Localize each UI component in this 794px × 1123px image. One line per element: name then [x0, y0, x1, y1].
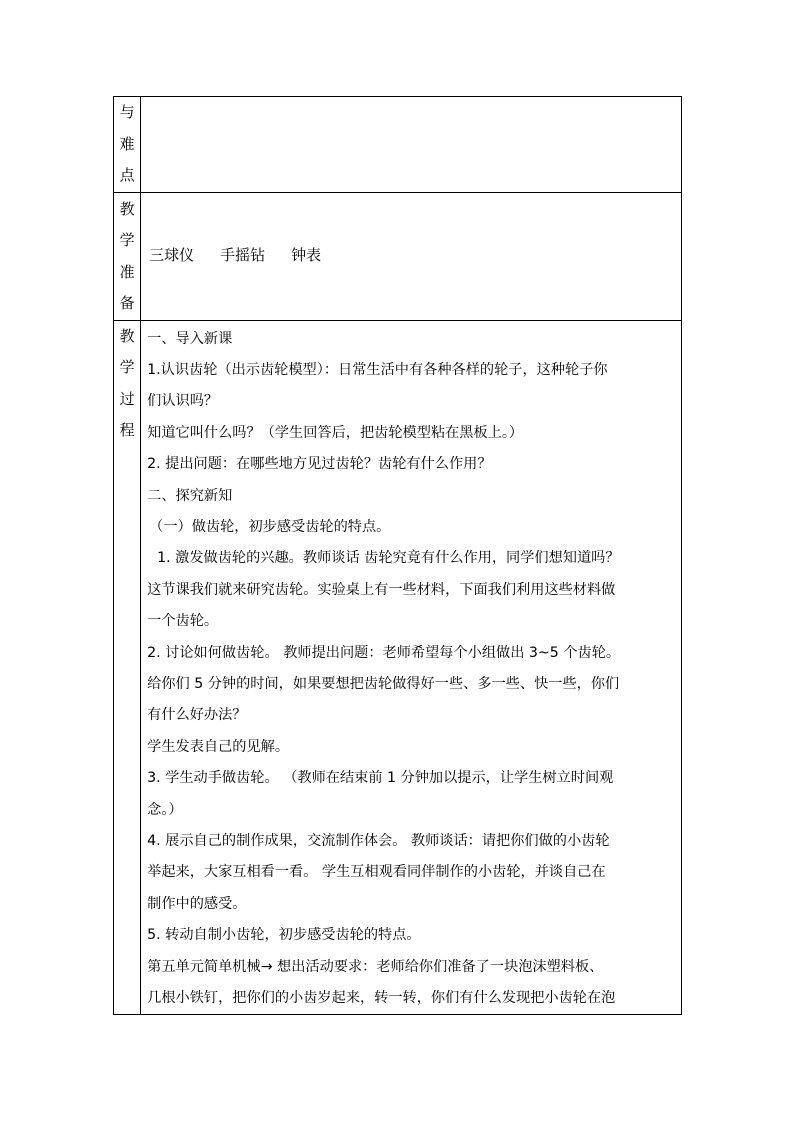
label-char: 与 — [119, 103, 135, 121]
process-line: 学生发表自己的见解。 — [147, 738, 290, 755]
process-line: 制作中的感受。 — [147, 895, 247, 912]
process-line: 举起来，大家互相看一看。 学生互相观看同伴制作的小齿轮，并谈自己在 — [147, 864, 606, 881]
process-line: 2. 提出问题：在哪些地方见过齿轮？齿轮有什么作用？ — [147, 456, 492, 473]
process-line: 4. 展示自己的制作成果，交流制作体会。 教师谈话：请把你们做的小齿轮 — [147, 833, 610, 849]
process-line: 几根小铁钉，把你们的小齿岁起来，转一转，你们有什么发现把小齿轮在泡 — [147, 990, 616, 1007]
process-line: 这节课我们就来研究齿轮。实验桌上有一些材料，下面我们利用这些材料做 — [147, 581, 616, 598]
process-line: 二、探究新知 — [147, 487, 233, 504]
process-line: 知道它叫什么吗？（学生回答后，把齿轮模型粘在黑板上。） — [147, 424, 524, 441]
label-char: 准 — [119, 262, 135, 281]
process-line: 5. 转动自制小齿轮，初步感受齿轮的特点。 — [147, 927, 421, 944]
process-line: 一、导入新课 — [147, 330, 233, 347]
row-label-difficulty — [114, 97, 141, 193]
difficulty-content-cell — [141, 97, 682, 193]
process-line: 给你们 5 分钟的时间，如果要想把齿轮做得好一些、多一些、快一些，你们 — [147, 675, 620, 692]
process-line: 念。） — [147, 801, 183, 818]
label-char: 难 — [119, 134, 135, 153]
label-char: 备 — [119, 294, 135, 312]
label-char: 过 — [119, 389, 135, 408]
prep-item-hand-drill: 手摇钻 — [220, 246, 266, 264]
process-line: （一）做齿轮，初步感受齿轮的特点。 — [149, 518, 391, 535]
process-line: 3. 学生动手做齿轮。 （教师在结束前 1 分钟加以提示，让学生树立时间观 — [147, 770, 614, 787]
preparation-content-cell — [141, 192, 682, 320]
process-line: 1. 激发做齿轮的兴趣。教师谈话 齿轮究竟有什么作用，同学们想知道吗？ — [157, 550, 620, 567]
process-line: 有什么好办法？ — [147, 707, 247, 724]
prep-item-armillary: 三球仪 — [149, 246, 195, 264]
row-label-preparation — [114, 192, 141, 320]
label-char: 学 — [119, 358, 135, 376]
table-row-teaching-process — [114, 320, 682, 1015]
preparation-items — [141, 193, 681, 317]
process-line: 们认识吗？ — [147, 393, 219, 410]
process-line: 2. 讨论如何做齿轮。 教师提出问题：老师希望每个小组做出 3~5 个齿轮。 — [147, 644, 621, 661]
lesson-plan-table — [113, 96, 682, 1015]
process-line: 1.认识齿轮（出示齿轮模型）：日常生活中有各种各样的轮子，这种轮子你 — [147, 361, 608, 378]
label-char: 学 — [119, 231, 135, 249]
label-char: 点 — [119, 166, 135, 184]
table-row-key-difficult-points — [114, 97, 682, 193]
label-char: 程 — [119, 421, 135, 439]
process-line: 第五单元简单机械→ 想出活动要求：老师给你们准备了一块泡沫塑料板、 — [147, 958, 604, 975]
label-char: 教 — [119, 326, 135, 345]
label-char: 教 — [119, 199, 135, 218]
row-label-process — [114, 320, 141, 1015]
prep-item-clock: 钟表 — [291, 246, 322, 264]
process-line: 一个齿轮。 — [147, 613, 219, 630]
process-content-cell — [141, 320, 682, 1015]
table-row-teaching-preparation — [114, 192, 682, 320]
process-text — [141, 321, 681, 1015]
